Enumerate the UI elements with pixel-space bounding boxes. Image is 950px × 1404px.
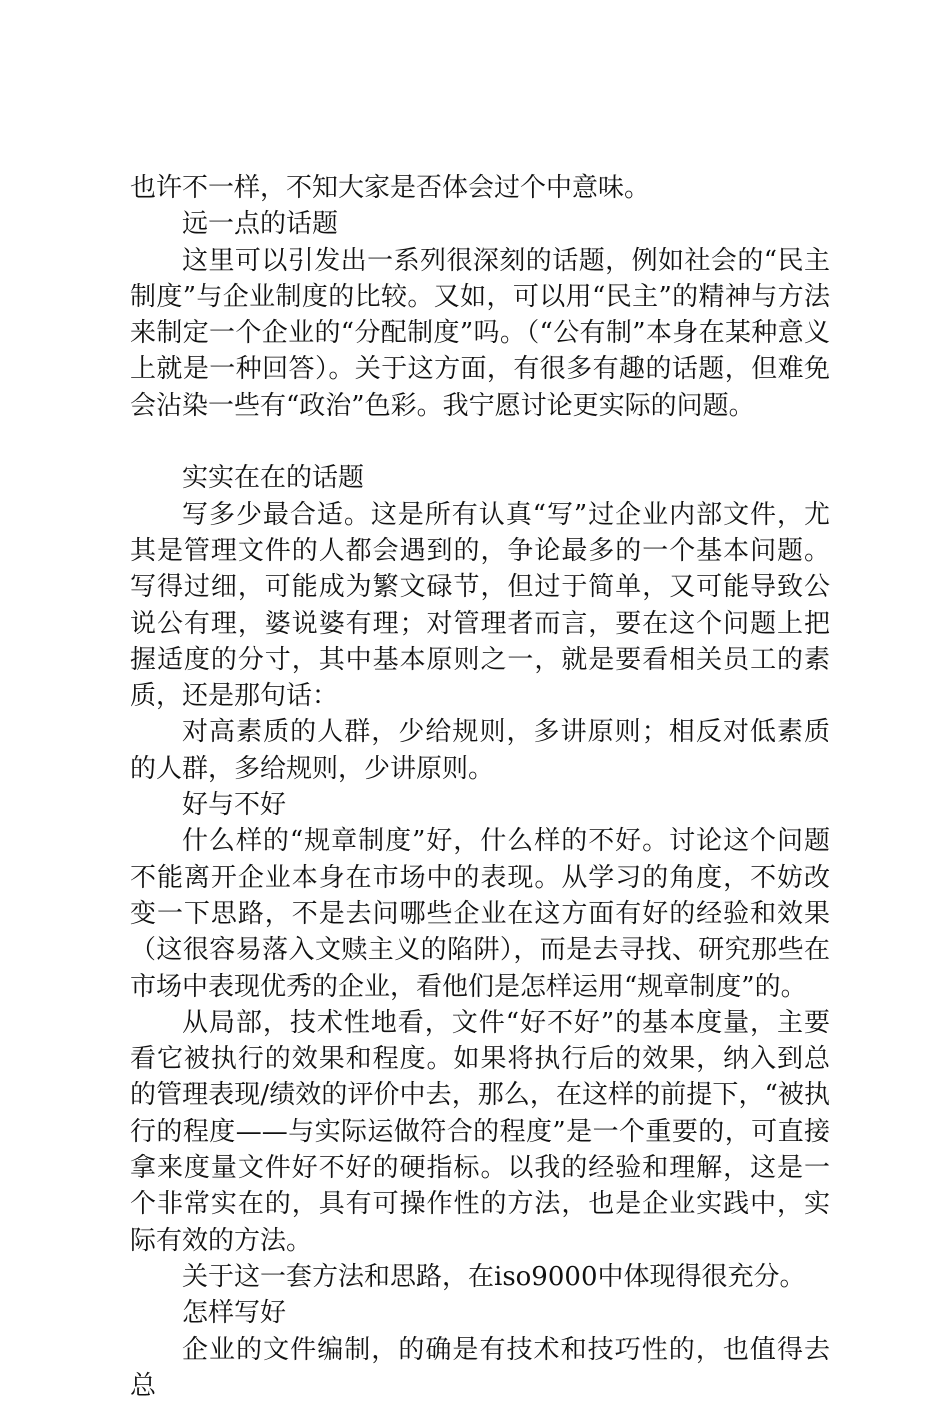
section-heading-practical-topic: 实实在在的话题 bbox=[130, 460, 830, 496]
paragraph: 企业的文件编制，的确是有技术和技巧性的，也值得去总 bbox=[130, 1332, 830, 1404]
paragraph: 关于这一套方法和思路，在iso9000中体现得很充分。 bbox=[130, 1259, 830, 1295]
paragraph: 写多少最合适。这是所有认真“写”过企业内部文件，尤其是管理文件的人都会遇到的，争论最多的一个基本问题。写得过细，可能成为繁文碌节，但过于简单，又可能导致公说公有理，婆说婆有理；对管理者而言，要在这个问题上把握适度的分寸，其中基本原则之一，就是要看相关员工的素质，还是那句话： bbox=[130, 497, 830, 715]
paragraph-gap bbox=[130, 424, 830, 460]
document-body bbox=[130, 170, 830, 1404]
paragraph: 对高素质的人群，少给规则，多讲原则；相反对低素质的人群，多给规则，少讲原则。 bbox=[130, 714, 830, 787]
paragraph: 从局部，技术性地看，文件“好不好”的基本度量，主要看它被执行的效果和程度。如果将执行后的效果，纳入到总的管理表现/绩效的评价中去，那么，在这样的前提下，“被执行的程度——与实际运做符合的程度”是一个重要的，可直接拿来度量文件好不好的硬指标。以我的经验和理解，这是一个非常实在的，具有可操作性的方法，也是企业实践中，实际有效的方法。 bbox=[130, 1005, 830, 1259]
section-heading-good-and-bad: 好与不好 bbox=[130, 787, 830, 823]
paragraph-continuation: 也许不一样，不知大家是否体会过个中意味。 bbox=[130, 170, 830, 206]
paragraph: 什么样的“规章制度”好，什么样的不好。讨论这个问题不能离开企业本身在市场中的表现。从学习的角度，不妨改变一下思路，不是去问哪些企业在这方面有好的经验和效果（这很容易落入文赎主义的陷阱），而是去寻找、研究那些在市场中表现优秀的企业，看他们是怎样运用“规章制度”的。 bbox=[130, 823, 830, 1004]
section-heading-how-to-write: 怎样写好 bbox=[130, 1295, 830, 1331]
section-heading-distant-topic: 远一点的话题 bbox=[130, 206, 830, 242]
paragraph: 这里可以引发出一系列很深刻的话题，例如社会的“民主制度”与企业制度的比较。又如，可以用“民主”的精神与方法来制定一个企业的“分配制度”吗。（“公有制”本身在某种意义上就是一种回答）。关于这方面，有很多有趣的话题，但难免会沾染一些有“政治”色彩。我宁愿讨论更实际的问题。 bbox=[130, 243, 830, 424]
